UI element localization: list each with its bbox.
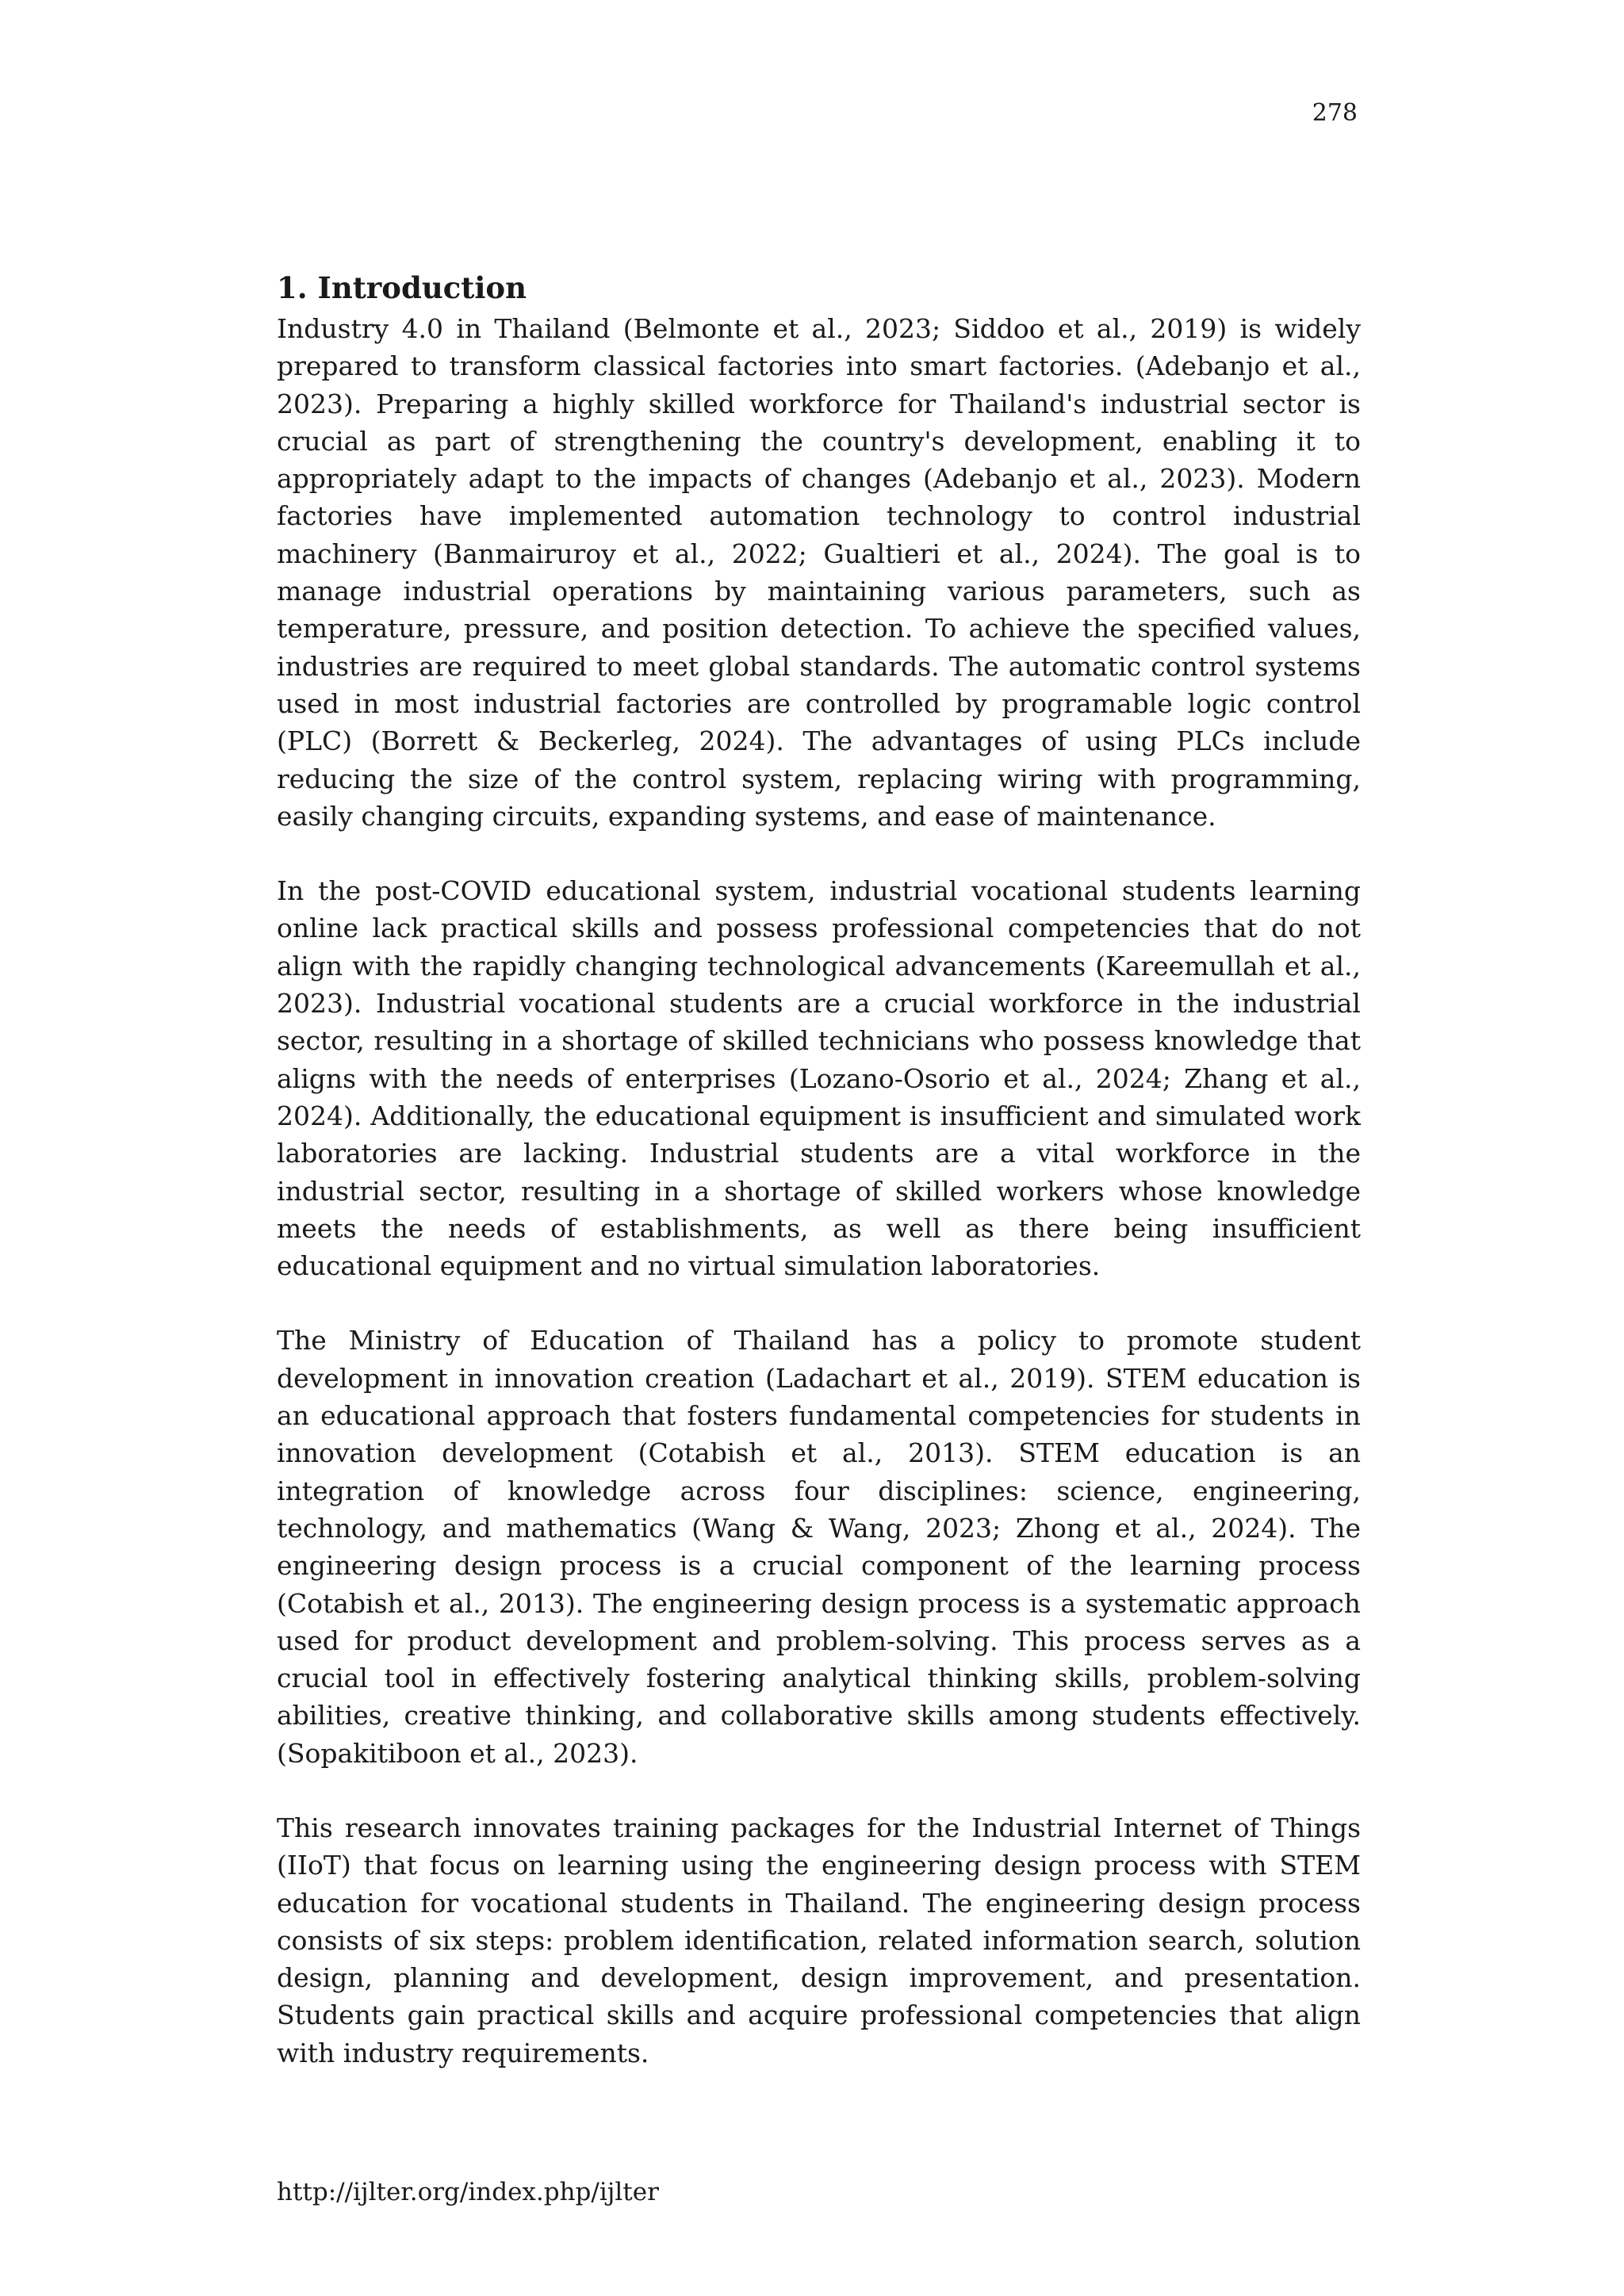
footer-url: http://ijlter.org/index.php/ijlter <box>277 2178 659 2206</box>
paragraph-post-covid: In the post-COVID educational system, industrial vocational students learning online lack practical skills and possess professional competencies that do not align with the rapidly changing technological advancements (Kareemullah et al., 2023). Industrial vocational students are a crucial workforce in the industrial sector, resulting in a shortage of skilled technicians who possess knowledge that aligns with the needs of enterprises (Lozano-Osorio et al., 2024; Zhang et al., 2024). Additionally, the educational equipment is insufficient and simulated work laboratories are lacking. Industrial students are a vital workforce in the industrial sector, resulting in a shortage of skilled workers whose knowledge meets the needs of establishments, as well as there being insufficient educational equipment and no virtual simulation laboratories. <box>277 875 1361 1282</box>
paragraph-ministry-stem: The Ministry of Education of Thailand has a policy to promote student development in innovation creation (Ladachart et al., 2019). STEM education is an educational approach that fosters fundamental competencies for students in innovation development (Cotabish et al., 2013). STEM education is an integration of knowledge across four disciplines: science, engineering, technology, and mathematics (Wang & Wang, 2023; Zhong et al., 2024). The engineering design process is a crucial component of the learning process (Cotabish et al., 2013). The engineering design process is a systematic approach used for product development and problem-solving. This process serves as a crucial tool in effectively fostering analytical thinking skills, problem-solving abilities, creative thinking, and collaborative skills among students effectively. (Sopakitiboon et al., 2023). <box>277 1325 1361 1769</box>
paragraph-industry-4-0: Industry 4.0 in Thailand (Belmonte et al., 2023; Siddoo et al., 2019) is widely prepared to transform classical factories into smart factories. (Adebanjo et al., 2023). Preparing a highly skilled workforce for Thailand's industrial sector is crucial as part of strengthening the country's development, enabling it to appropriately adapt to the impacts of changes (Adebanjo et al., 2023). Modern factories have implemented automation technology to control industrial machinery (Banmairuroy et al., 2022; Gualtieri et al., 2024). The goal is to manage industrial operations by maintaining various parameters, such as temperature, pressure, and position detection. To achieve the specified values, industries are required to meet global standards. The automatic control systems used in most industrial factories are controlled by programable logic control (PLC) (Borrett & Beckerleg, 2024). The advantages of using PLCs include reducing the size of the control system, replacing wiring with programming, easily changing circuits, expanding systems, and ease of maintenance. <box>277 313 1361 832</box>
paragraph-research-iiot: This research innovates training packages for the Industrial Internet of Things (IIoT) that focus on learning using the engineering design process with STEM education for vocational students in Thailand. The engineering design process consists of six steps: problem identification, related information search, solution design, planning and development, design improvement, and presentation. Students gain practical skills and acquire professional competencies that align with industry requirements. <box>277 1812 1361 2068</box>
page-number: 278 <box>1312 99 1358 127</box>
article-body <box>277 270 1361 2072</box>
section-heading: 1. Introduction <box>277 270 527 305</box>
